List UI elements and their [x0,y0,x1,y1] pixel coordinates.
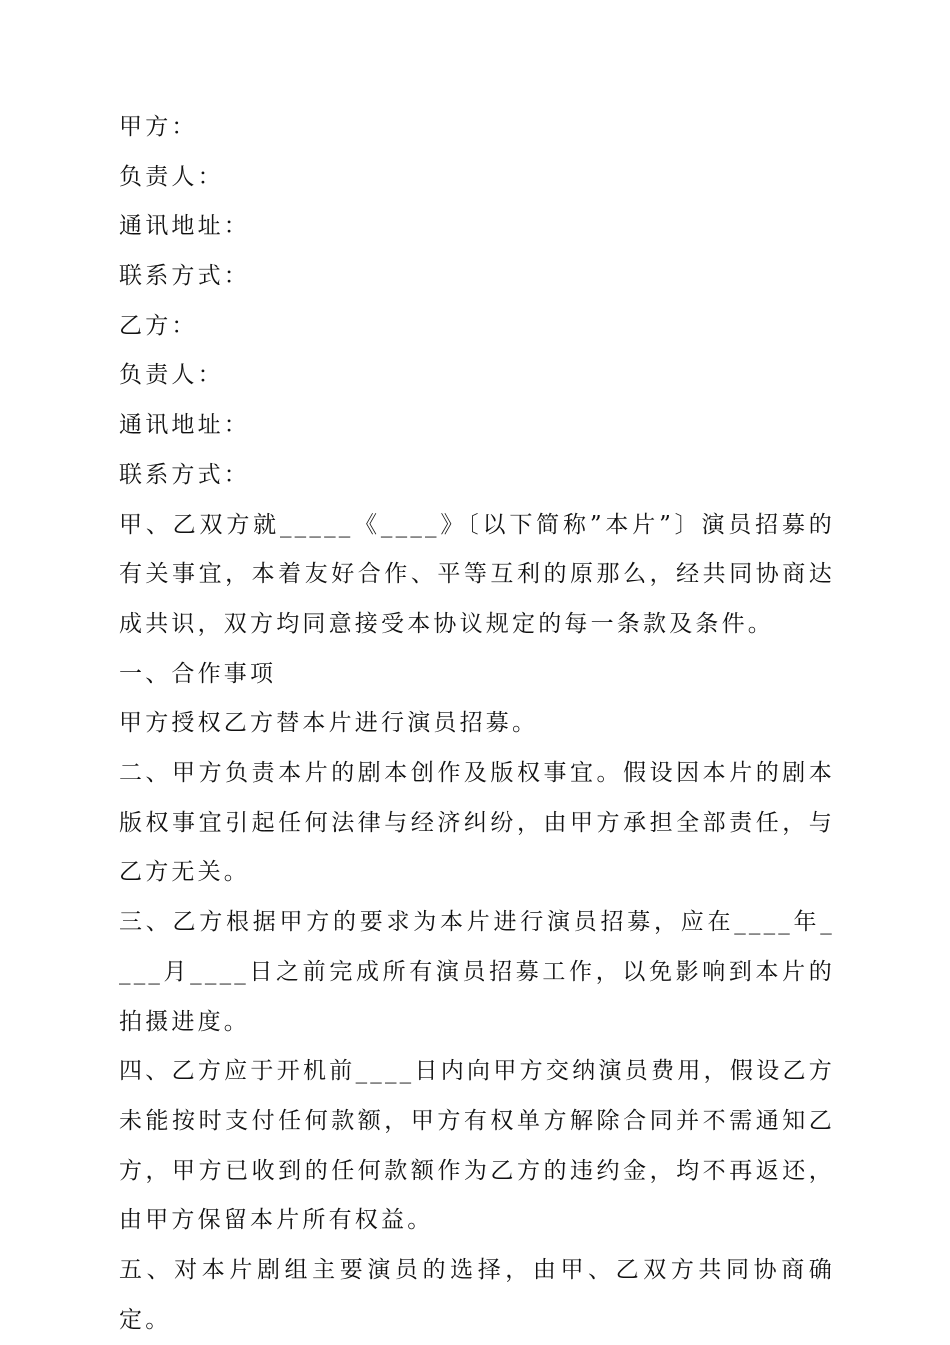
clause-4: 四、乙方应于开机前____日内向甲方交纳演员费用，假设乙方未能按时支付任何款额，甲方有权单方解除合同并不需通知乙方，甲方已收到的任何款额作为乙方的违约金，均不再返还，由甲方保留本片所有权益。 [119,1058,835,1234]
clause-1-title: 一、合作事项 [119,660,277,687]
party-b-contact: 联系方式： [119,461,250,488]
clause-5: 五、对本片剧组主要演员的选择，由甲、乙双方共同协商确定。 [119,1257,835,1333]
intro-paragraph: 甲、乙双方就_____《____》〔以下简称”本片”〕演员招募的有关事宜，本着友好合作、平等互利的原那么，经共同协商达成共识，双方均同意接受本协议规定的每一条款及条件。 [119,511,835,637]
party-b-responsible: 负责人： [119,362,224,389]
party-a-label: 甲方： [119,114,198,140]
party-a-responsible: 负责人： [119,163,224,190]
party-a-contact: 联系方式： [119,263,250,290]
party-a-address: 通讯地址： [119,213,250,240]
clause-2: 二、甲方负责本片的剧本创作及版权事宜。假设因本片的剧本版权事宜引起任何法律与经济纠纷，由甲方承担全部责任，与乙方无关。 [119,759,835,886]
contract-body [119,103,835,1345]
party-b-address: 通讯地址： [119,412,250,439]
clause-3: 三、乙方根据甲方的要求为本片进行演员招募，应在____年____月____日之前完成所有演员招募工作，以免影响到本片的拍摄进度。 [119,909,835,1035]
clause-1-body: 甲方授权乙方替本片进行演员招募。 [119,710,539,737]
party-b-label: 乙方： [119,312,198,339]
